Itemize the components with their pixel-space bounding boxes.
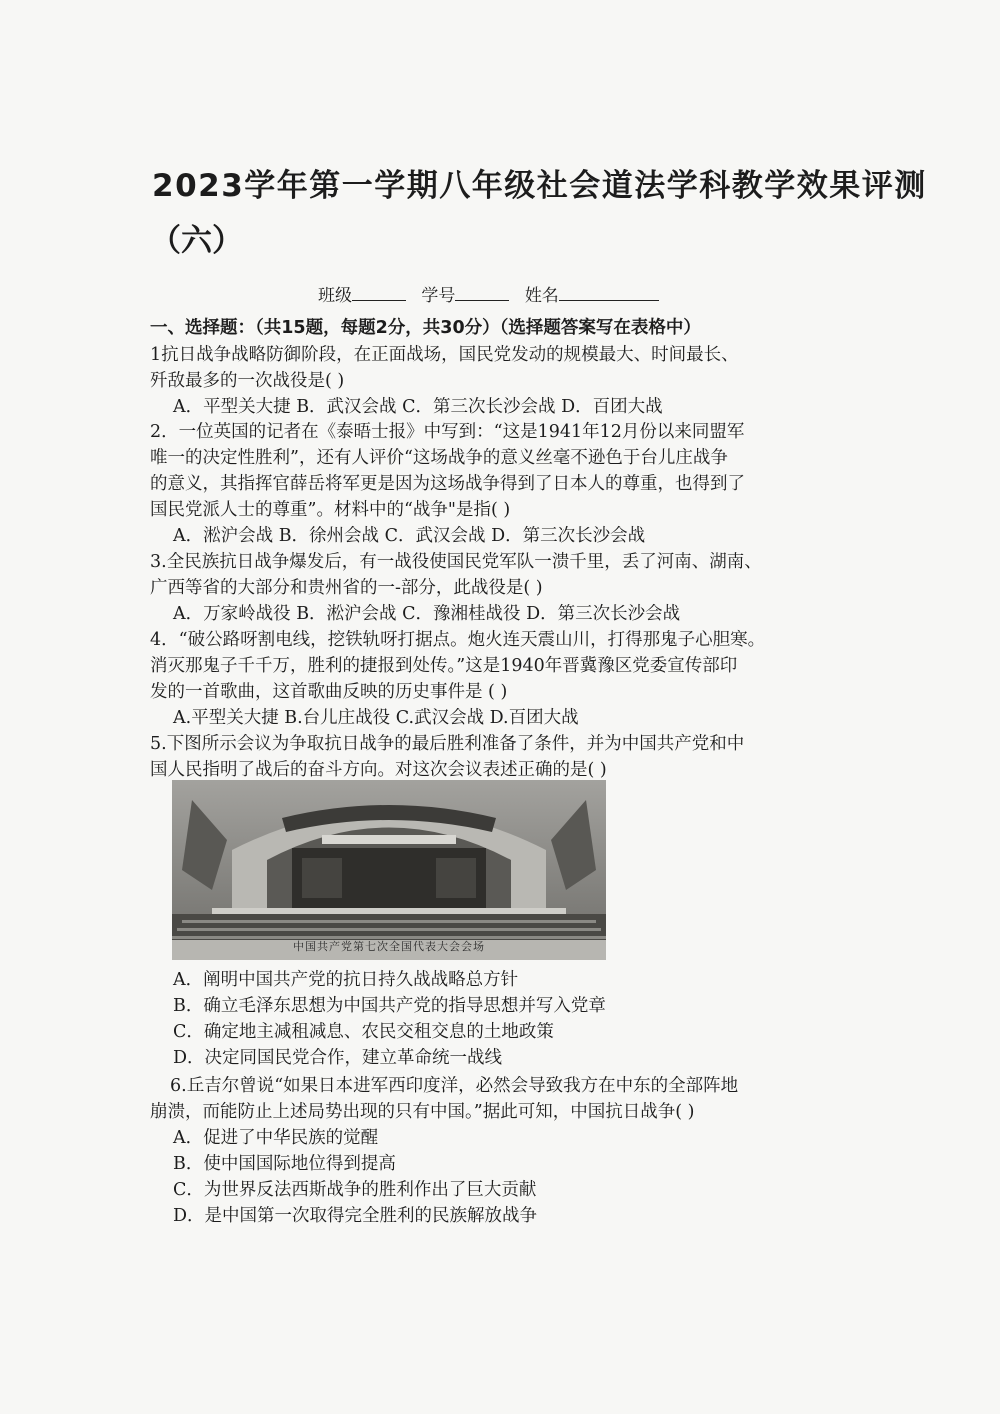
exam-title: 2023学年第一学期八年级社会道法学科教学效果评测 <box>152 168 927 204</box>
student-id-label: 学号 <box>421 286 456 306</box>
question-6-line: 崩溃，而能防止上述局势出现的只有中国。”据此可知，中国抗日战争( ) <box>150 1102 695 1122</box>
question-6-option-d: D．是中国第一次取得完全胜利的民族解放战争 <box>173 1206 538 1226</box>
name-blank[interactable] <box>559 284 659 301</box>
class-blank[interactable] <box>352 284 406 301</box>
question-4-line: 发的一首歌曲，这首歌曲反映的历史事件是 ( ) <box>150 682 508 702</box>
question-2-line: 唯一的决定性胜利”，还有人评价“这场战争的意义丝毫不逊色于台儿庄战争 <box>150 448 728 468</box>
question-1-line: 1抗日战争战略防御阶段，在正面战场，国民党发动的规模最大、时间最长、 <box>150 345 739 365</box>
question-5-option-b: B．确立毛泽东思想为中国共产党的指导思想并写入党章 <box>173 996 606 1016</box>
question-5-line: 5.下图所示会议为争取抗日战争的最后胜利准备了条件，并为中国共产党和中 <box>150 734 745 754</box>
question-2-line: 2．一位英国的记者在《泰晤士报》中写到：“这是1941年12月份以来同盟军 <box>150 422 745 442</box>
question-4-options: A.平型关大捷 B.台儿庄战役 C.武汉会战 D.百团大战 <box>173 708 579 728</box>
question-3-line: 广西等省的大部分和贵州省的一-部分，此战役是( ) <box>150 578 543 598</box>
student-info <box>318 281 669 306</box>
question-6-option-a: A．促进了中华民族的觉醒 <box>173 1128 379 1148</box>
section-heading: 一、选择题：（共15题，每题2分，共30分）（选择题答案写在表格中） <box>150 318 701 338</box>
congress-hall-photo <box>172 780 606 960</box>
congress-hall-image <box>172 780 606 960</box>
question-3-options: A．万家岭战役 B．淞沪会战 C．豫湘桂战役 D．第三次长沙会战 <box>173 604 681 624</box>
question-5-option-a: A．阐明中国共产党的抗日持久战战略总方针 <box>173 970 519 990</box>
question-1-line: 歼敌最多的一次战役是( ) <box>150 371 345 391</box>
question-4-line: 消灭那鬼子千千万，胜利的捷报到处传。”这是1940年晋冀豫区党委宣传部印 <box>150 656 738 676</box>
question-5-option-c: C．确定地主减租减息、农民交租交息的土地政策 <box>173 1022 554 1042</box>
photo-caption: 中国共产党第七次全国代表大会会场 <box>293 940 485 953</box>
question-6-option-c: C．为世界反法西斯战争的胜利作出了巨大贡献 <box>173 1180 537 1200</box>
class-label: 班级 <box>318 286 352 306</box>
question-5-line: 国人民指明了战后的奋斗方向。对这次会议表述正确的是( ) <box>150 760 607 780</box>
exam-title-number: （六） <box>150 223 243 259</box>
question-5-option-d: D．决定同国民党合作，建立革命统一战线 <box>173 1048 503 1068</box>
question-4-line: 4．“破公路呀割电线，挖铁轨呀打据点。炮火连天震山川，打得那鬼子心胆寒。 <box>150 630 766 650</box>
question-1-options: A．平型关大捷 B．武汉会战 C．第三次长沙会战 D．百团大战 <box>173 397 663 417</box>
question-2-options: A．淞沪会战 B．徐州会战 C．武汉会战 D．第三次长沙会战 <box>173 526 646 546</box>
question-6-option-b: B．使中国国际地位得到提高 <box>173 1154 396 1174</box>
question-2-line: 的意义，其指挥官薛岳将军更是因为这场战争得到了日本人的尊重，也得到了 <box>150 474 745 494</box>
question-6-line: 6.丘吉尔曾说“如果日本进军西印度洋，必然会导致我方在中东的全部阵地 <box>170 1076 739 1096</box>
question-2-line: 国民党派人士的尊重”。材料中的“战争"是指( ) <box>150 500 511 520</box>
name-label: 姓名 <box>524 286 559 306</box>
question-3-line: 3.全民族抗日战争爆发后，有一战役使国民党军队一溃千里，丢了河南、湖南、 <box>150 552 762 572</box>
student-id-blank[interactable] <box>455 284 509 301</box>
